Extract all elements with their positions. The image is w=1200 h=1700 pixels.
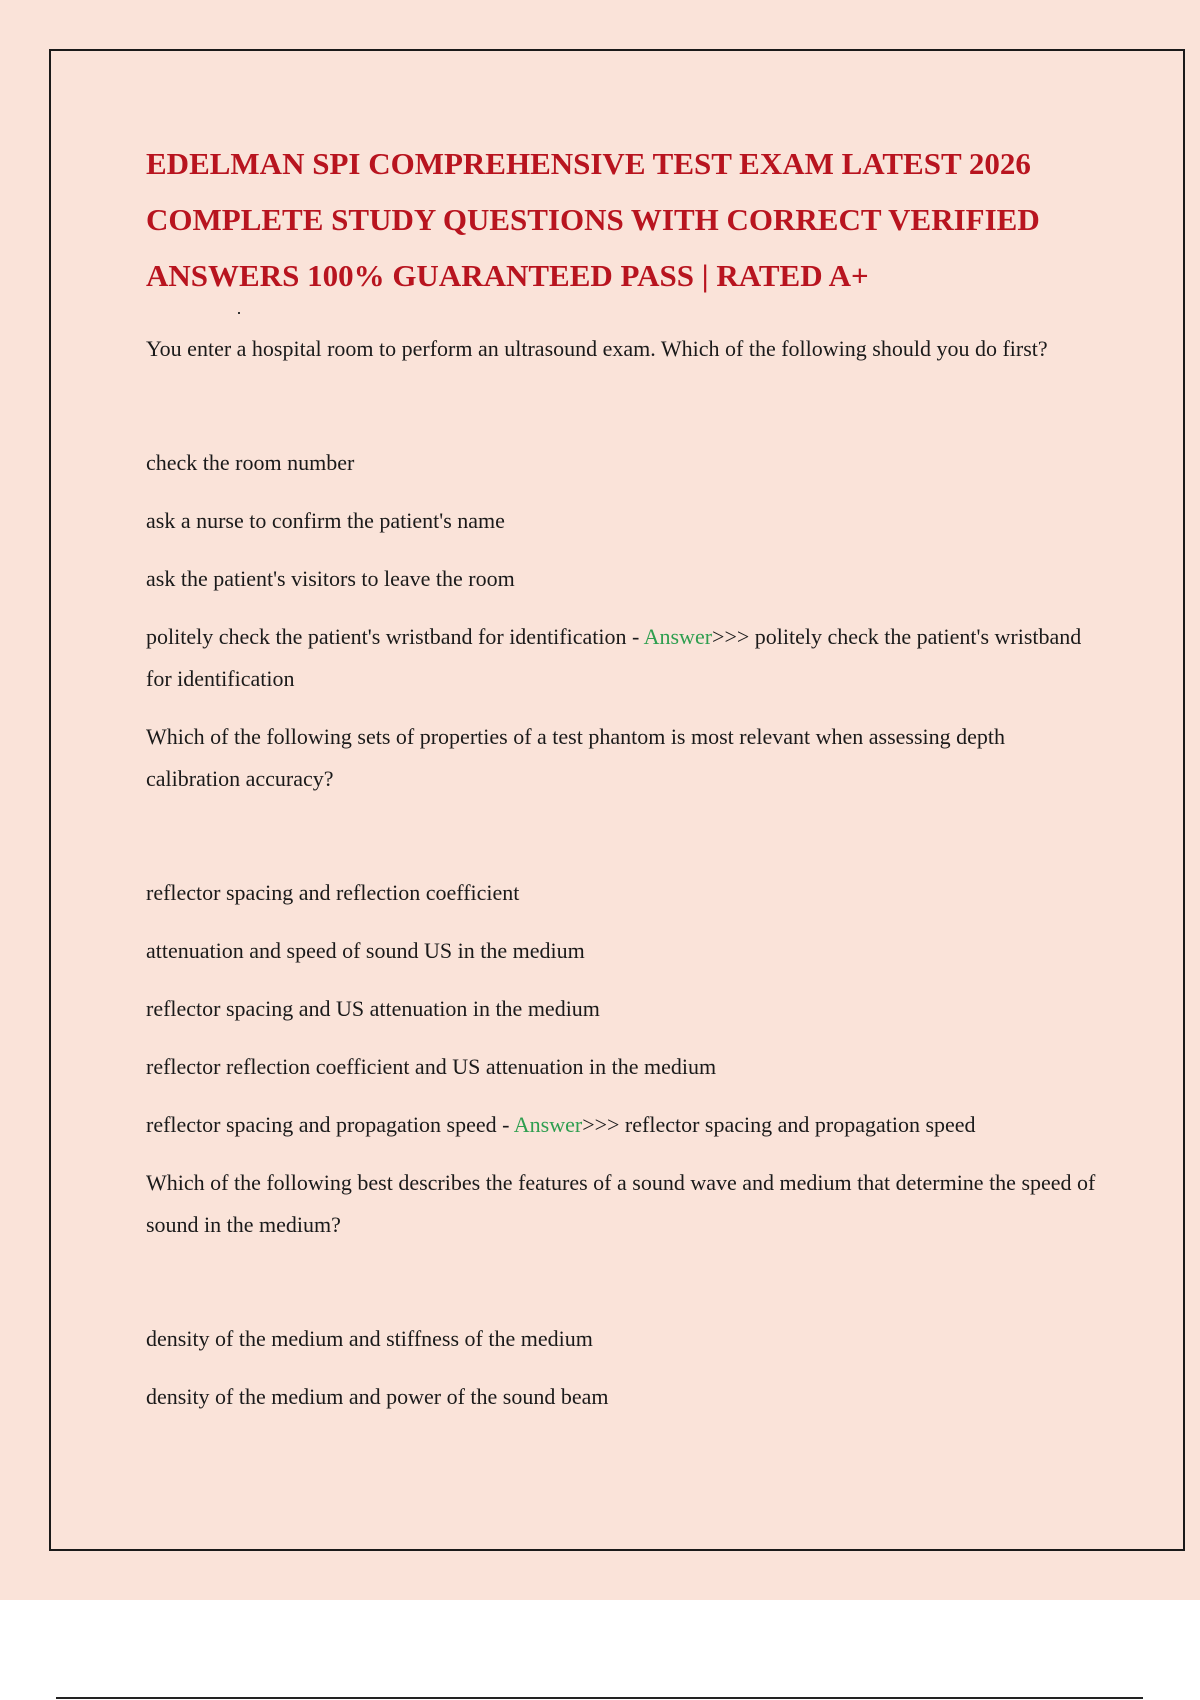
question-3-option-1: density of the medium and stiffness of the medium: [146, 1326, 593, 1351]
question-3-option-2: density of the medium and power of the sound beam: [146, 1384, 609, 1409]
document-title: [146, 136, 1096, 304]
question-2-option-5: reflector spacing and propagation speed -: [146, 1112, 514, 1137]
question-1-option-1: check the room number: [146, 450, 355, 475]
document-content: [146, 136, 1096, 1434]
question-2-option-2: attenuation and speed of sound US in the medium: [146, 938, 585, 963]
question-2-option-1: reflector spacing and reflection coefficient: [146, 880, 520, 905]
question-1-text: You enter a hospital room to perform an ultrasound exam. Which of the following should you do first?: [146, 336, 1048, 361]
question-2-answer: >>> reflector spacing and propagation speed: [582, 1112, 976, 1137]
title-line-1: EDELMAN SPI COMPREHENSIVE TEST EXAM LATEST 2026: [146, 146, 1031, 181]
decorative-dot: [238, 312, 240, 314]
question-2-option-3: reflector spacing and US attenuation in the medium: [146, 996, 600, 1021]
question-1-option-3: ask the patient's visitors to leave the room: [146, 566, 515, 591]
title-line-2: COMPLETE STUDY QUESTIONS WITH CORRECT VERIFIED: [146, 202, 1040, 237]
answer-label: Answer: [643, 624, 713, 649]
question-1-answer-line: [146, 616, 1096, 700]
title-line-3: ANSWERS 100% GUARANTEED PASS | RATED A+: [146, 258, 869, 293]
page-bottom-rule: [56, 1697, 1143, 1699]
question-1-answer: >>> politely check the patient's wristband for identification: [146, 624, 1082, 691]
question-1-option-2: ask a nurse to confirm the patient's name: [146, 508, 505, 533]
question-2-answer-line: [146, 1104, 1096, 1146]
question-1-option-4: politely check the patient's wristband for identification -: [146, 624, 644, 649]
answer-label: Answer: [513, 1112, 583, 1137]
question-2-option-4: reflector reflection coefficient and US attenuation in the medium: [146, 1054, 717, 1079]
question-3-text: Which of the following best describes the features of a sound wave and medium that determine the speed of sound in the medium?: [146, 1170, 1096, 1237]
question-2-text: Which of the following sets of properties of a test phantom is most relevant when assessing depth calibration accuracy?: [146, 724, 1006, 791]
